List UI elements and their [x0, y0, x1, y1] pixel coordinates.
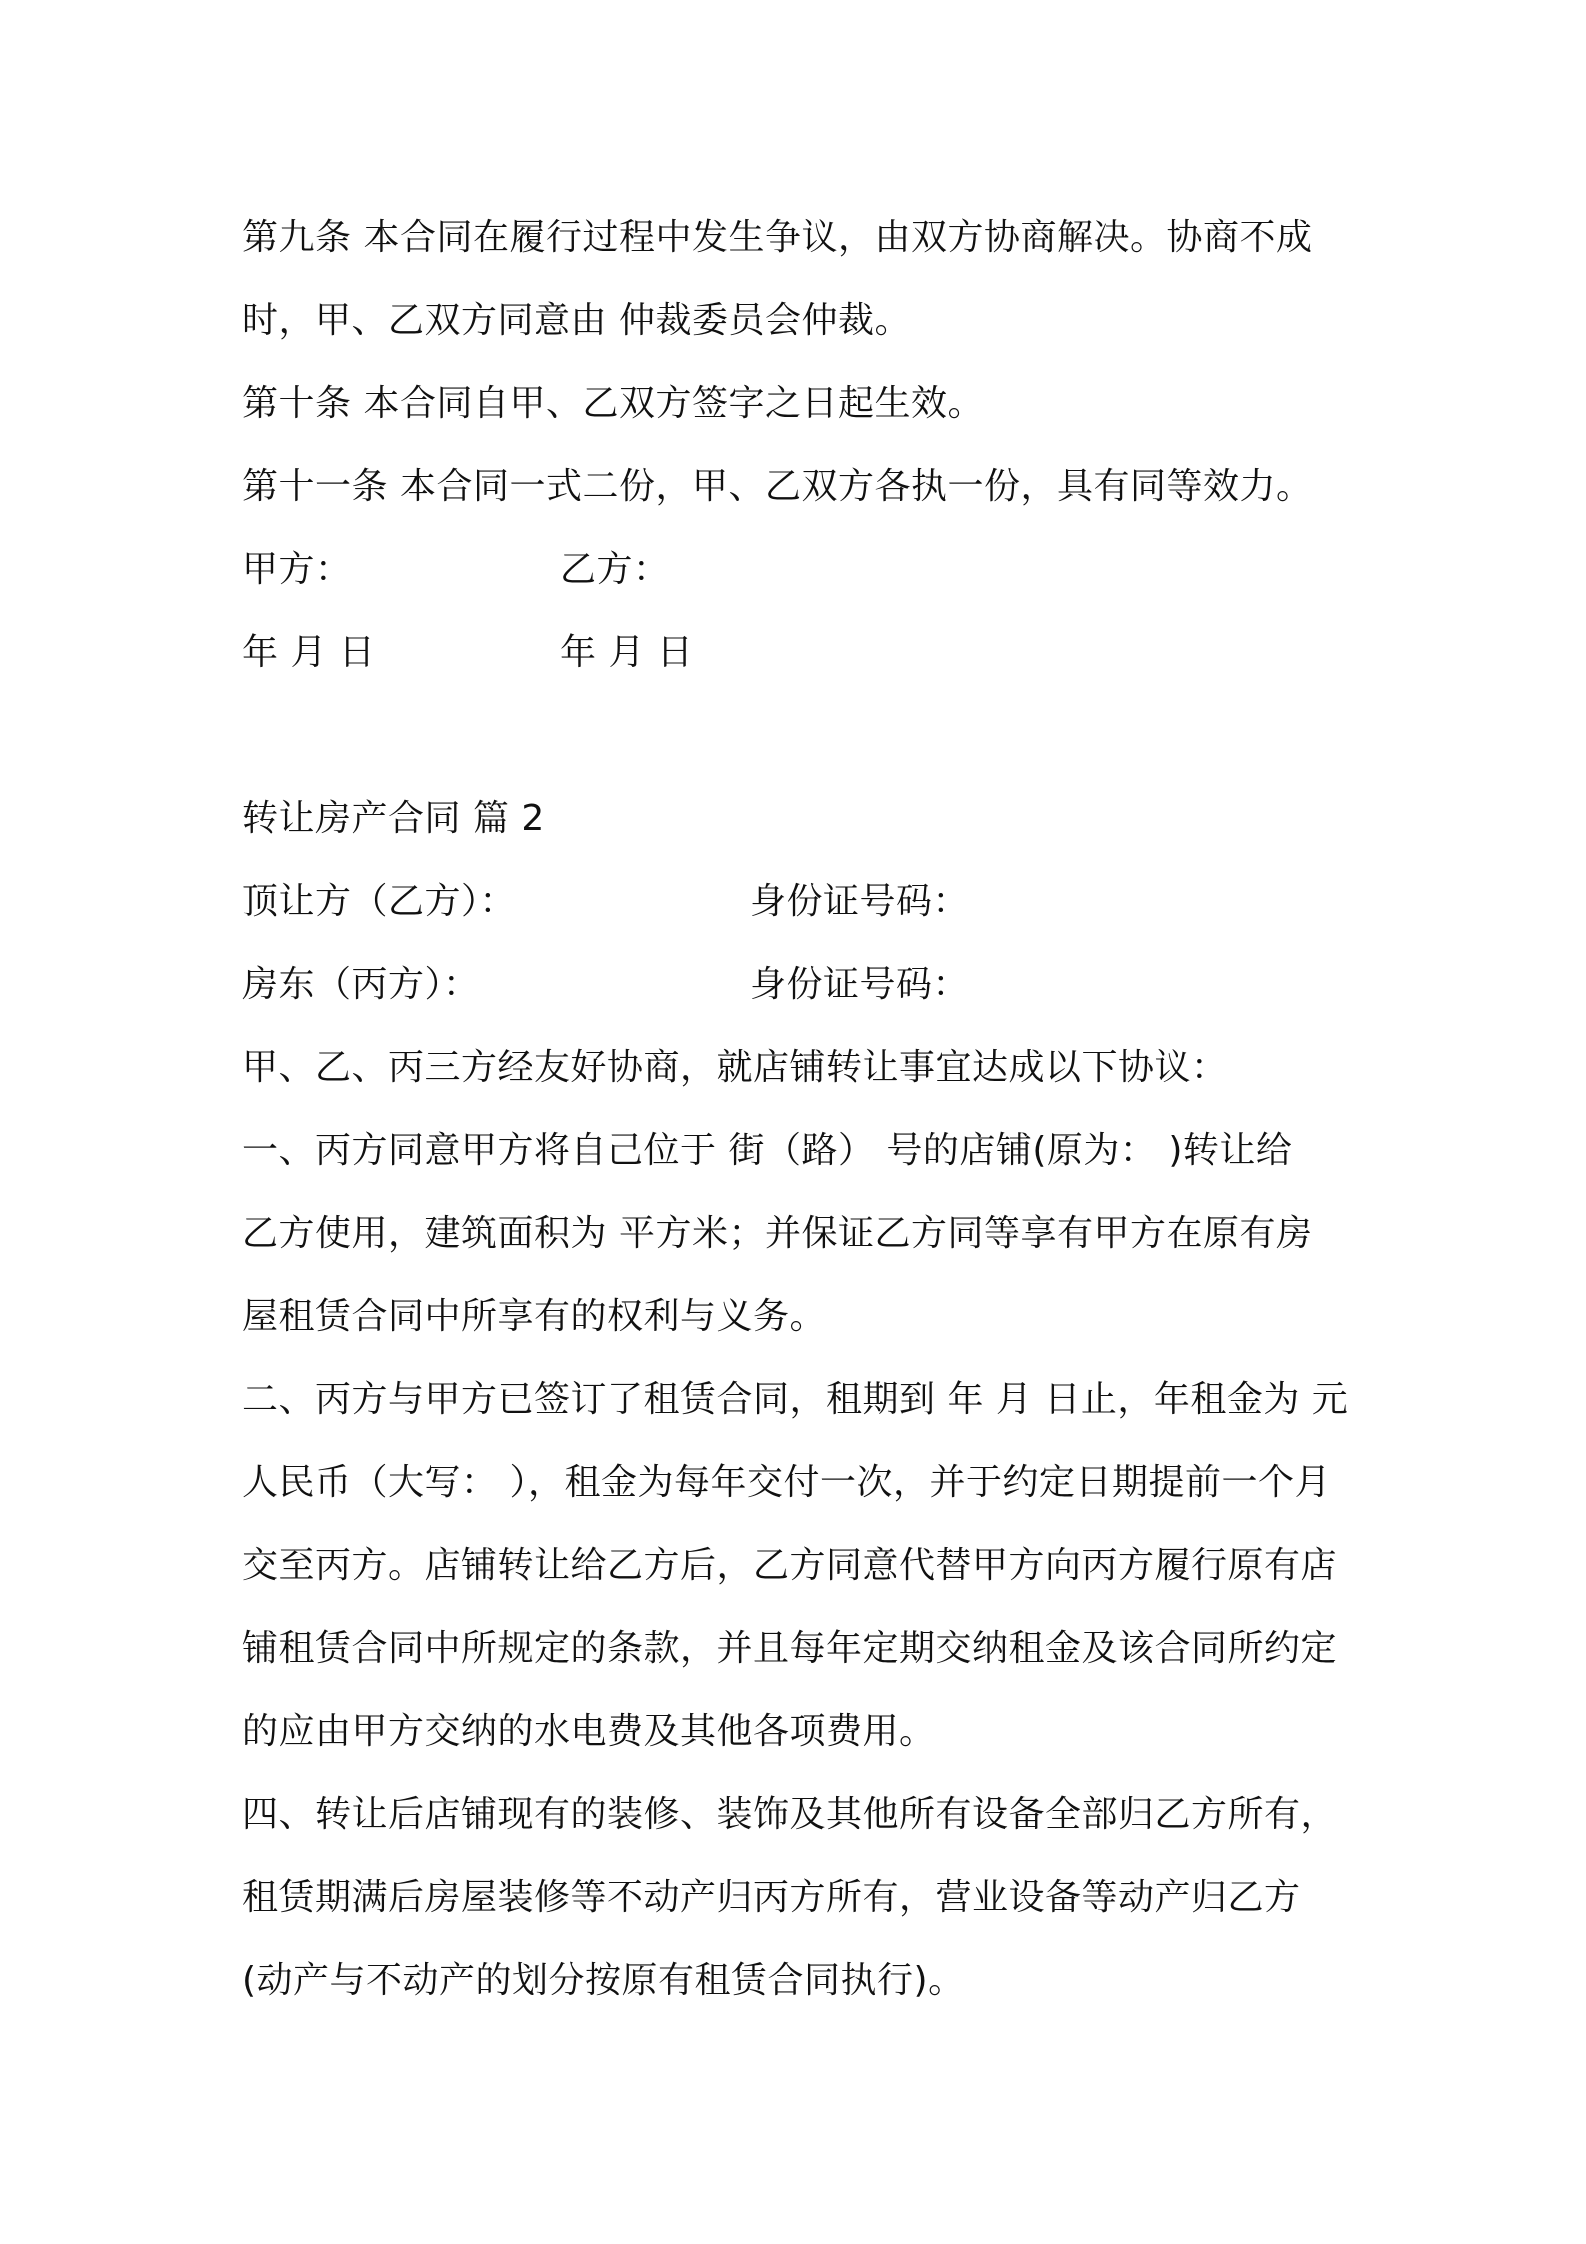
article-10: 第十条 本合同自甲、乙双方签字之日起生效。 [242, 383, 984, 424]
clause-2-line-2: 人民币（大写： ），租金为每年交付一次，并于约定日期提前一个月 [242, 1462, 1331, 1503]
transferee-label: 顶让方（乙方）： [242, 881, 517, 922]
landlord-label: 房东（丙方）： [242, 964, 480, 1005]
section-2-title: 转让房产合同 篇 2 [242, 798, 545, 839]
clause-1-line-2: 乙方使用，建筑面积为 平方米；并保证乙方同等享有甲方在原有房 [242, 1213, 1313, 1254]
signature-row [242, 528, 1362, 611]
agreement-intro: 甲、乙、丙三方经友好协商，就店铺转让事宜达成以下协议： [242, 1047, 1228, 1088]
clause-2-line-5: 的应由甲方交纳的水电费及其他各项费用。 [242, 1711, 936, 1752]
section-spacer [242, 694, 1362, 777]
landlord-row [242, 943, 1362, 1026]
transferee-id-label: 身份证号码： [750, 881, 970, 922]
party-a-signature-label: 甲方： [242, 549, 352, 590]
party-b-date: 年 月 日 [560, 632, 694, 673]
clause-2-line-4: 铺租赁合同中所规定的条款，并且每年定期交纳租金及该合同所约定 [242, 1628, 1338, 1669]
clause-2-line-1: 二、丙方与甲方已签订了租赁合同，租期到 年 月 日止，年租金为 元 [242, 1379, 1349, 1420]
article-9-line-1: 第九条 本合同在履行过程中发生争议，由双方协商解决。协商不成 [242, 217, 1313, 258]
article-11: 第十一条 本合同一式二份，甲、乙双方各执一份，具有同等效力。 [242, 466, 1313, 507]
clause-1-line-1: 一、丙方同意甲方将自己位于 街（路） 号的店铺(原为： )转让给 [242, 1130, 1293, 1171]
landlord-id-label: 身份证号码： [750, 964, 970, 1005]
clause-4-line-1: 四、转让后店铺现有的装修、装饰及其他所有设备全部归乙方所有， [242, 1794, 1338, 1835]
clause-1-line-3: 屋租赁合同中所享有的权利与义务。 [242, 1296, 827, 1337]
party-b-signature-label: 乙方： [560, 549, 670, 590]
transferee-row [242, 860, 1362, 943]
clause-2-line-3: 交至丙方。店铺转让给乙方后，乙方同意代替甲方向丙方履行原有店 [242, 1545, 1338, 1586]
clause-4-line-2: 租赁期满后房屋装修等不动产归丙方所有，营业设备等动产归乙方 [242, 1877, 1301, 1918]
clause-4-line-3: (动产与不动产的划分按原有租赁合同执行)。 [242, 1960, 965, 2001]
document-body [242, 196, 1362, 2022]
date-row [242, 611, 1362, 694]
article-9-line-2: 时，甲、乙双方同意由 仲裁委员会仲裁。 [242, 300, 911, 341]
party-a-date: 年 月 日 [242, 632, 376, 673]
